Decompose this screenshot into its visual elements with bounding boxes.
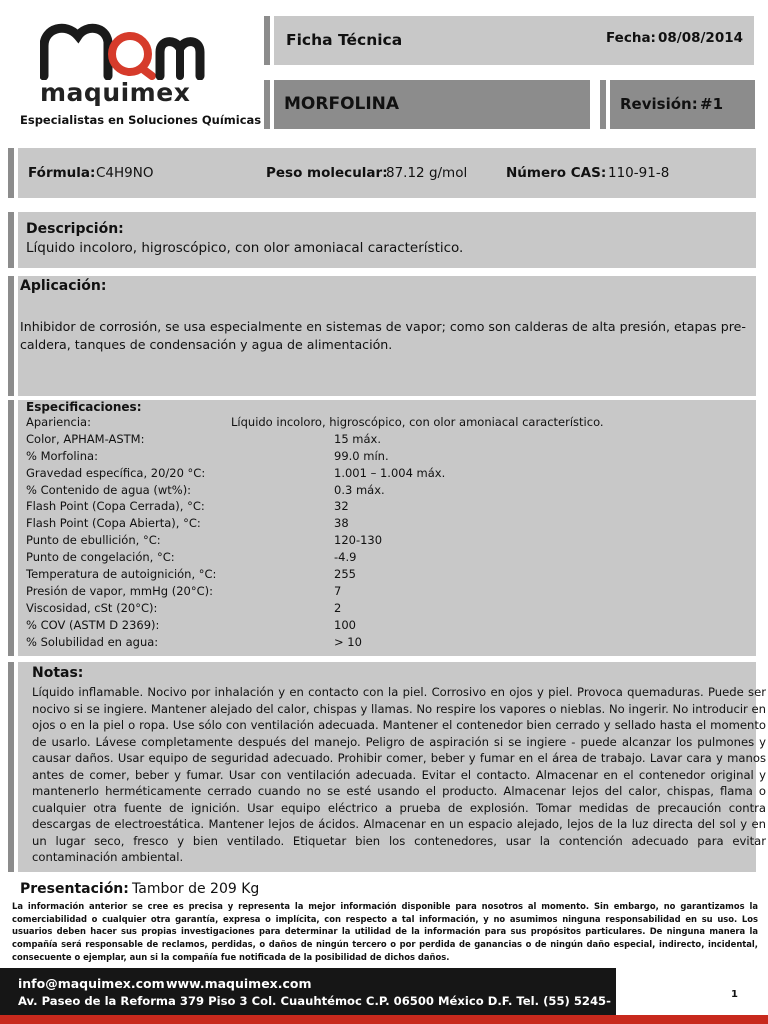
- spec-value: 38: [334, 516, 349, 531]
- spec-label: Flash Point (Copa Abierta), °C:: [26, 516, 201, 531]
- spec-label: Apariencia:: [26, 415, 91, 429]
- description-strip: [8, 212, 14, 268]
- header-strip: [264, 16, 270, 65]
- legal-disclaimer: La información anterior se cree es precisa y representa la mejor información disponible para nosotros al momento. Sin embargo, no garantizamos la comerciabilidad o cualquier otra garantía, expresa o implícita, con respecto a tal información, y no asumimos ninguna responsabilidad en su uso. Los usuarios deben hacer sus propias investigaciones para determinar la utilidad de la información para sus propósitos particulares. De ninguna manera la compañía será responsable de reclamos, perdidas, o daños de ningún tercero o por perdida de ganancias o de ningún daño especial, indirecto, incidental, consecuente o ejemplar, aun si la compañía fue notificada de la posibilidad de dichos daños.: [12, 901, 758, 962]
- maquimex-logo-mark: [40, 18, 230, 80]
- spec-value: 15 máx.: [334, 431, 381, 446]
- spec-value: 0.3 máx.: [334, 482, 385, 497]
- spec-label: % Solubilidad en agua:: [26, 634, 159, 649]
- formula-value: C4H9NO: [96, 165, 154, 181]
- properties-bar: [18, 148, 756, 198]
- spec-label: % Contenido de agua (wt%):: [26, 482, 192, 497]
- application-panel: [18, 276, 756, 396]
- notes-heading: Notas:: [32, 665, 84, 681]
- presentation-value: Tambor de 209 Kg: [132, 881, 260, 897]
- notes-text: Líquido inflamable. Nocivo por inhalación y en contacto con la piel. Corrosivo en ojos y piel. Provoca quemaduras. Puede ser nocivo si se ingiere. Mantener alejado del calor, chispas y llamas. No respire los vapores o nieblas. No ingerir. No introducir en ojos o en la piel o ropa. Use sólo con ventilación adecuada. Mantener el contenedor bien cerrado y sellado hasta el momento de usarlo. Lávese completamente después del manejo. Peligro de aspiración si se ingiere - puede alcanzar los pulmones y causar daños. Usar equipo de seguridad adecuado. Prohibir comer, beber y fumar en el área de trabajo. Lavar cara y manos antes de comer, beber y fumar. Usar con ventilación adecuada. Evitar el contacto. Almacenar en el contenedor original y mantenerlo herméticamente cerrado cuando no se esté usando el producto. Almacenar lejos del calor, chispas, flama o cualquier otra fuente de ignición. Usar equipo eléctrico a prueba de explosión. Tomar medidas de precaución contra descargas de electroestática. Mantener lejos de ácidos. Almacenar en un espacio alejado, lejos de la luz directa del sol y en un lugar seco, fresco y bien ventilado. Etiquetar bien los contenedores, usar la contención adecuado para evitar contaminación ambiental.: [32, 685, 766, 864]
- product-name: MORFOLINA: [284, 94, 400, 114]
- date-label: Fecha:: [606, 30, 656, 46]
- molecular-weight-value: 87.12 g/mol: [386, 165, 468, 181]
- doc-type-bar: [274, 16, 754, 65]
- page-number: 1: [731, 989, 738, 1000]
- spec-value: 1.001 – 1.004 máx.: [334, 465, 446, 480]
- footer-address: Av. Paseo de la Reforma 379 Piso 3 Col. Cuauhtémoc C.P. 06500 México D.F. Tel. (55) 5245- 1777: [18, 994, 648, 1008]
- spec-value: 32: [334, 499, 349, 514]
- application-strip: [8, 276, 14, 396]
- spec-value: 120-130: [334, 533, 383, 548]
- brand-tagline: Especialistas en Soluciones Químicas: [20, 113, 262, 127]
- notes-strip: [8, 662, 14, 872]
- properties-strip: [8, 148, 14, 198]
- spec-label: % COV (ASTM D 2369):: [26, 617, 160, 632]
- date-value: 08/08/2014: [658, 30, 744, 46]
- specifications-strip: [8, 400, 14, 656]
- description-panel: [18, 212, 756, 268]
- doc-type: Ficha Técnica: [286, 31, 403, 49]
- spec-label: Flash Point (Copa Cerrada), °C:: [26, 499, 205, 514]
- cas-label: Número CAS:: [506, 165, 607, 181]
- spec-label: Gravedad específica, 20/20 °C:: [26, 465, 206, 480]
- footer-email[interactable]: info@maquimex.com: [18, 976, 165, 991]
- application-heading: Aplicación:: [20, 278, 107, 294]
- formula-label: Fórmula:: [28, 165, 96, 181]
- specifications-heading: Especificaciones:: [26, 400, 142, 414]
- spec-label: % Morfolina:: [26, 448, 98, 463]
- brand-name: maquimex: [40, 78, 191, 107]
- revision-strip: [600, 80, 606, 129]
- spec-label: Punto de ebullición, °C:: [26, 533, 161, 548]
- revision-label: Revisión:: [620, 95, 698, 113]
- spec-value: 7: [334, 583, 342, 598]
- footer-accent-bar: [0, 1015, 768, 1024]
- product-strip: [264, 80, 270, 129]
- spec-value: -4.9: [334, 550, 357, 565]
- revision-value: #1: [700, 95, 724, 113]
- cas-value: 110-91-8: [608, 165, 670, 181]
- spec-value: 2: [334, 600, 342, 615]
- presentation-label: Presentación:: [20, 881, 129, 897]
- molecular-weight-label: Peso molecular:: [266, 165, 388, 181]
- footer-bar: [0, 968, 648, 1017]
- spec-value: > 10: [334, 634, 362, 649]
- revision-bar: [610, 80, 755, 129]
- spec-value: 99.0 mín.: [334, 448, 389, 463]
- spec-label: Temperatura de autoignición, °C:: [26, 567, 217, 582]
- spec-label: Viscosidad, cSt (20°C):: [26, 600, 158, 615]
- spec-label: Presión de vapor, mmHg (20°C):: [26, 583, 213, 598]
- spec-value: Líquido incoloro, higroscópico, con olor amoniacal característico.: [231, 415, 604, 429]
- application-text: Inhibidor de corrosión, se usa especialmente en sistemas de vapor; como son calderas de alta presión, etapas pre-caldera, tanques de condensación y agua de alimentación.: [20, 319, 746, 352]
- description-text: Líquido incoloro, higroscópico, con olor amoniacal característico.: [26, 240, 464, 256]
- spec-value: 255: [334, 567, 356, 582]
- spec-label: Color, APHAM-ASTM:: [26, 431, 145, 446]
- description-heading: Descripción:: [26, 221, 124, 237]
- product-bar: [274, 80, 590, 129]
- footer-website[interactable]: www.maquimex.com: [166, 976, 312, 991]
- spec-value: 100: [334, 617, 356, 632]
- spec-label: Punto de congelación, °C:: [26, 550, 175, 565]
